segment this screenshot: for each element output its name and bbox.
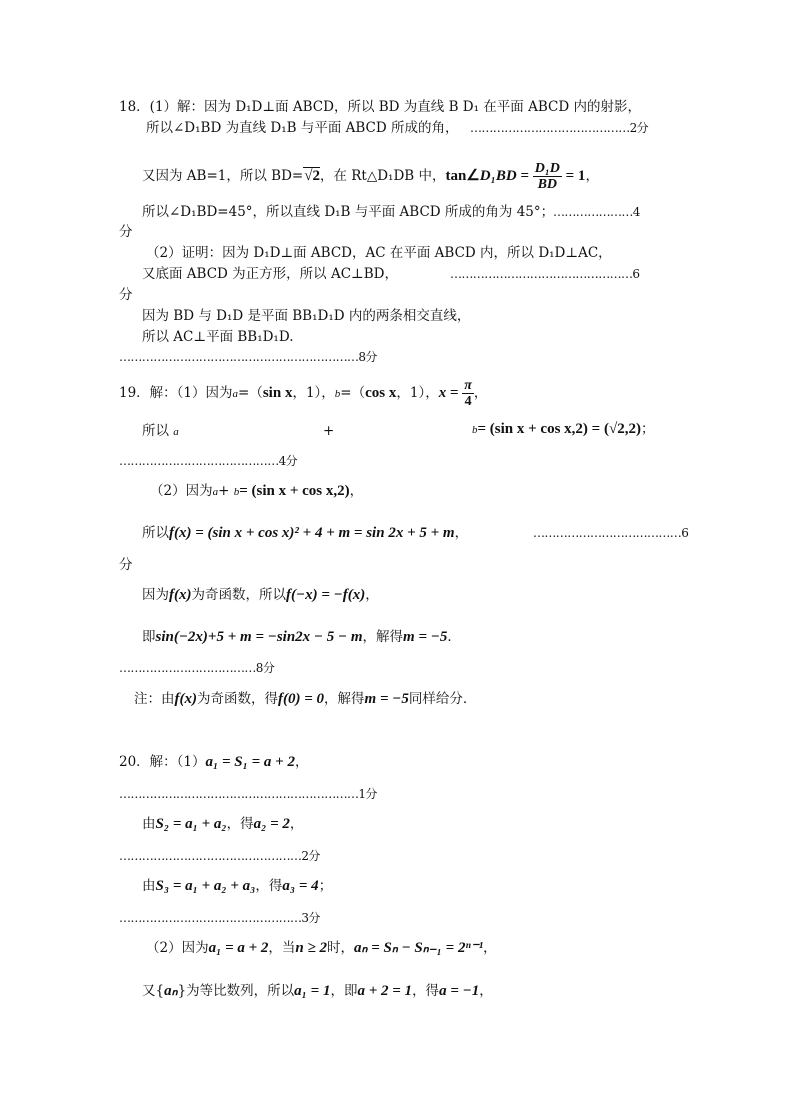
q19-note	[134, 690, 476, 708]
q20-l2-a2: a₂ = 2	[253, 816, 290, 832]
q19-l6-m: m = −5	[403, 629, 448, 645]
q18-score-6: …………………………………………6	[450, 267, 640, 281]
q19-vec-a: a	[232, 388, 239, 400]
q19-l4-expr: f(x) = (sin x + cos x)² + 4 + m = sin 2x + 5 + m	[169, 525, 455, 541]
q20-l4-a1: a₁ = a + 2	[208, 940, 269, 956]
q18-score-4: …………………4	[553, 205, 640, 219]
q20-l2-expr: S₂ = a₁ + a₂	[155, 816, 227, 832]
q20-l3-a: 由	[142, 878, 156, 894]
q18-line-4: 所以∠D₁BD=45°，所以直线 D₁B 与平面 ABCD 所成的角为 45°；	[142, 204, 555, 220]
q19-pi: π	[464, 378, 472, 393]
q19-l5-odd: f(−x) = −f(x)	[286, 587, 366, 603]
q19-l5-fx: f(x)	[169, 587, 192, 603]
q20-score-1: ………………………………………………………1分	[119, 787, 377, 801]
q19-line-3	[150, 482, 363, 501]
q19-note-a: 注：由	[134, 691, 175, 707]
q20-l4-an: aₙ = Sₙ − Sₙ₋₁ = 2ⁿ⁻¹	[354, 940, 484, 956]
q20-l4-e: 时，	[327, 940, 354, 956]
q19-l3-a: （2）因为	[150, 483, 213, 499]
q18-l3-comma: ，	[585, 168, 599, 184]
q19-l6-period: ．	[447, 629, 461, 645]
q19-l1-e: ，1），	[292, 385, 335, 401]
q18-line-3	[142, 161, 599, 192]
q19-score-6: …………………………………6	[533, 526, 689, 540]
q19-line-2-label	[142, 422, 179, 441]
q19-line-1	[119, 378, 487, 409]
q19-note-f0: f(0) = 0	[278, 691, 325, 707]
q19-l3-expr: = (sin x + cos x,2)	[239, 483, 350, 499]
q18-tan: tan∠	[445, 168, 480, 184]
q20-line-3	[142, 877, 332, 895]
q19-line-2-result	[472, 420, 654, 439]
q19-sinx: sin x	[262, 385, 293, 401]
q20-score-3: …………………………………………3分	[119, 911, 320, 925]
q19-note-g: 同样给分．	[408, 691, 477, 707]
q20-l4-a: （2）因为	[146, 940, 209, 956]
q19-vec-b: b	[334, 388, 341, 400]
q18-l3-text-c: ，在 Rt△D₁DB 中，	[319, 168, 446, 184]
q20-l5-a: a = −1	[439, 983, 480, 999]
q18-fraction	[533, 161, 562, 192]
q19-l3-vec-a: a	[212, 486, 219, 498]
q18-eq1: =	[516, 168, 533, 184]
q19-l2-vec-b: b	[472, 424, 478, 436]
q20-l3-semicolon: ；	[318, 878, 333, 894]
q20-l5-eq: a + 2 = 1	[357, 983, 413, 999]
q19-l1-i: ，1），	[396, 385, 439, 401]
q20-l5-a1: a₁ = 1	[294, 983, 331, 999]
q20-l5-a: 又{	[142, 983, 165, 999]
q19-l1-c: =（	[238, 385, 263, 401]
q20-line-4	[146, 939, 497, 957]
q18-line-5: （2）证明：因为 D₁D⊥面 ABCD，AC 在平面 ABCD 内，所以 D₁D⊥AC，	[146, 245, 612, 261]
q19-l2-vec-a: a	[173, 426, 179, 438]
q19-l1-l: ，	[473, 385, 488, 401]
q19-l1-g: =（	[340, 385, 366, 401]
q18-score-2: ……………………………………2分	[470, 121, 649, 135]
q19-eq: =	[446, 385, 463, 401]
q20-l2-comma: ，	[289, 816, 304, 832]
q20-l4-c: ，当	[268, 940, 296, 956]
q19-l4-a: 所以	[142, 525, 169, 541]
q19-line-2-plus: +	[323, 423, 335, 439]
q19-line-4	[142, 524, 468, 542]
q19-l2-a: 所以	[142, 423, 169, 439]
q18-sqrt2: √2	[304, 168, 320, 184]
q19-l4-comma: ，	[454, 525, 469, 541]
q19-l2-semicolon: ；	[640, 421, 655, 437]
q19-l3-comma: ，	[349, 483, 364, 499]
q18-line-1: 18．(1）解：因为 D₁D⊥面 ABCD，所以 BD 为直线 B D₁ 在平面 ABCD 内的射影，	[119, 99, 641, 115]
q20-l1-comma: ，	[294, 754, 309, 770]
q19-score-8: ………………………………8分	[119, 661, 275, 675]
q18-score-8: ………………………………………………………8分	[119, 350, 377, 364]
q20-l4-n: n ≥ 2	[295, 940, 327, 956]
q20-score-2: …………………………………………2分	[119, 849, 320, 863]
q20-l3-c: ，得	[255, 878, 283, 894]
q19-line-6	[142, 628, 461, 646]
q18-eq-one: = 1	[561, 168, 586, 184]
q19-l5-a: 因为	[142, 587, 169, 603]
q19-l6-expr: sin(−2x)+5 + m = −sin2x − 5 − m	[155, 629, 363, 645]
q18-angle: D₁BD	[479, 168, 517, 184]
q19-l5-comma: ，	[365, 587, 379, 603]
q20-l2-c: ，得	[226, 816, 254, 832]
q19-note-e: ，解得	[324, 691, 365, 707]
q19-note-m: m = −5	[364, 691, 409, 707]
q19-l3-plus: +	[218, 483, 230, 499]
q20-line-5	[142, 982, 493, 1000]
q18-line-2: 所以∠D₁BD 为直线 D₁B 与平面 ABCD 所成的角，	[146, 120, 459, 136]
q18-score-6-unit: 分	[119, 287, 133, 303]
q19-score-4: ……………………………………4分	[119, 454, 298, 468]
q19-x: x	[438, 385, 447, 401]
q19-l6-a: 即	[142, 629, 156, 645]
q18-score-4-unit: 分	[119, 224, 133, 240]
q19-four: 4	[464, 394, 472, 409]
q20-l2-a: 由	[142, 816, 156, 832]
q20-l1-expr: a₁ = S₁ = a + 2	[205, 754, 295, 770]
q19-l3-vec-b: b	[233, 486, 240, 498]
q19-line-5	[142, 586, 379, 604]
q19-pi-over-4	[462, 378, 474, 409]
q18-frac-den: BD	[537, 177, 558, 192]
q19-note-c: 为奇函数，得	[197, 691, 278, 707]
q19-l5-c: 为奇函数，所以	[191, 587, 286, 603]
q20-l1-a: 20．解：（1）	[119, 754, 206, 770]
q20-l4-comma: ，	[483, 940, 497, 956]
q19-score-6-unit: 分	[119, 557, 133, 573]
q20-l5-an: aₙ	[164, 983, 178, 999]
q19-l6-c: ，解得	[362, 629, 404, 645]
q19-l2-expr: = (sin x + cos x,2) = (√2,2)	[477, 421, 641, 437]
q18-line-6: 又底面 ABCD 为正方形，所以 AC⊥BD，	[142, 266, 398, 282]
q20-l5-comma: ，	[479, 983, 493, 999]
q18-line-8: 所以 AC⊥平面 BB₁D₁D.	[142, 329, 294, 345]
q20-l3-expr: S₃ = a₁ + a₂ + a₃	[155, 878, 256, 894]
q20-l5-e: ，即	[330, 983, 358, 999]
q19-note-fx: f(x)	[174, 691, 197, 707]
q19-cosx: cos x	[365, 385, 397, 401]
q20-line-2	[142, 815, 303, 833]
q18-frac-num: D₁D	[534, 161, 560, 176]
q20-l5-c: }为等比数列，所以	[177, 983, 295, 999]
q19-l1-a: 19．解：（1）因为	[119, 385, 233, 401]
q18-line-7: 因为 BD 与 D₁D 是平面 BB₁D₁D 内的两条相交直线，	[142, 308, 471, 324]
q20-line-1	[119, 753, 308, 771]
q20-l5-g: ，得	[412, 983, 440, 999]
q20-l3-a3: a₃ = 4	[282, 878, 319, 894]
q18-l3-text-a: 又因为 AB=1，所以 BD=	[142, 168, 304, 184]
